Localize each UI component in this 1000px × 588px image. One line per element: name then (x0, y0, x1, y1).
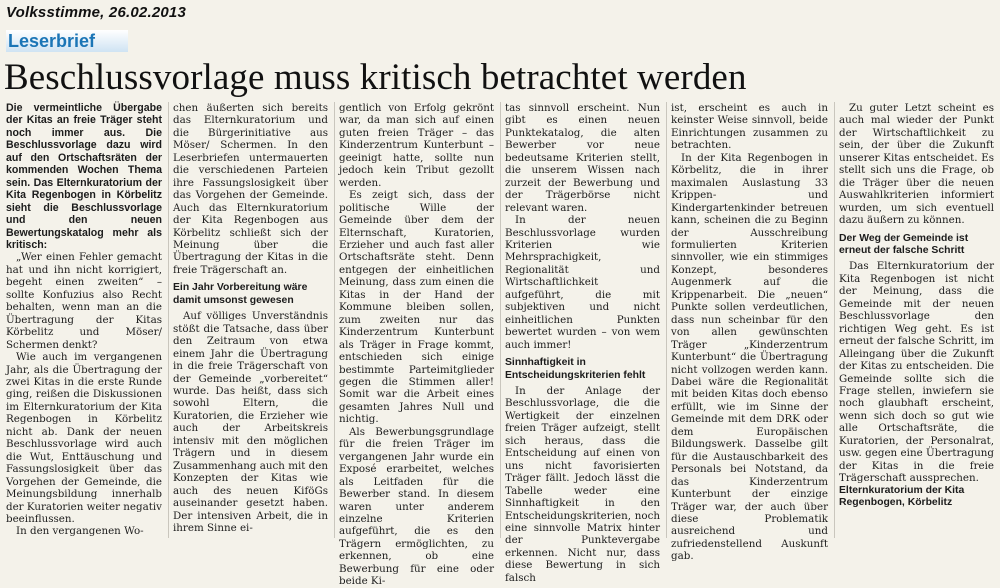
column-divider (168, 102, 169, 538)
signature: Elternkuratorium der Kita Regenbogen, Körbelitz (839, 484, 965, 509)
source-line: Volksstimme, 26.02.2013 (6, 4, 186, 21)
paragraph: Zu guter Letzt scheint es auch mal wieder der Punkt der Wirtschaftlichkeit zu sein, der über die Zukunft unserer Kitas entscheidet. Es stellt sich uns die Frage, ob die Träger über die neuen Auswahlkriterien informiert wurden, um sich eventuell dazu äußern zu können. (839, 102, 994, 227)
page-title: Beschlussvorlage muss kritisch betrachtet werden (4, 57, 747, 98)
rubric-label: Leserbrief (6, 30, 128, 52)
article-column-2 (173, 102, 328, 538)
paragraph: In der Kita Regenbogen in Körbelitz, die in ihrer maximalen Auslastung 33 Krippen- und Kindergartenkinder betreuen kann, scheinen die zu Beginn der Ausschreibung formulierten Kriterien sinnvoller, wie ein stimmiges Konzept, besonderes Augenmerk auf die Krippenarbeit. Die „neuen“ Punkte sollen verdeutlichen, dass nun scheinbar für den von allen gewünschten Träger „Kinderzentrum Kunterbunt“ die Übertragung nicht vollzogen werden kann. Dabei wäre die Regionalität mit beiden Kitas doch ebenso erfüllt, wie im Sinne der Gemeinde mit dem DRK oder dem Europäischen Bildungswerk. Dasselbe gilt für die Austauschbarkeit des Personals bei Notstand, da das Kinderzentrum Kunterbunt der einzige Träger war, der auch über diese Problematik ausreichend und zufriedenstellend Auskunft gab. (671, 151, 828, 563)
subheading: Sinnhaftigkeit in Entscheidungskriterien fehlt (505, 357, 646, 381)
subheading: Der Weg der Gemeinde ist erneut der falsche Schritt (839, 232, 969, 256)
paragraph: In den vergangenen Wo- (16, 525, 144, 538)
paragraph: Das Elternkuratorium der Kita Regenbogen ist nicht der Meinung, dass die Gemeinde mit der neuen Beschlussvorlage den richtigen Weg geht. Es ist erneut der falsche Schritt, im Alleingang über die Zukunft der Kitas zu entscheiden. Die Gemeinde sollte sich die Frage stellen, inwiefern sie noch glaubhaft erscheint, wenn sich doch so gut wie alle Ortschaftsräte, die Kuratorien, der Personalrat, usw. gegen eine Übertragung der Kitas in die freie Trägerschaft aussprechen. (839, 260, 994, 485)
paragraph: In der neuen Beschlussvorlage wurden Kriterien wie Mehrsprachigkeit, Regionalität und Wirtschaftlichkeit aufgeführt, die mit subjektiven und nicht einheitlichen Punkten bewertet wurden – von wem auch immer! (505, 214, 660, 351)
paragraph: Als Bewerbungsgrundlage für die freien Träger im vergangenen Jahr wurde ein Exposé erarbeitet, welches als Leitfaden für die Bewerber stand. In diesem waren unter anderem einzelne Kriterien aufgeführt, die es den Trägern ermöglichten, zu erkennen, ob eine Bewerbung für eine oder beide Ki- (339, 425, 494, 588)
column-divider (500, 102, 501, 538)
paragraph: gentlich von Erfolg gekrönt war, da man sich auf einen guten freien Träger – das Kinderzentrum Kunterbunt – geeinigt hatte, sollte nun jedoch kein Tribut gezollt werden. (339, 102, 494, 189)
column-divider (834, 102, 835, 538)
article-column-5 (671, 102, 828, 563)
subheading: Ein Jahr Vorbereitung wäre damit umsonst gewesen (173, 282, 308, 306)
paragraph: ist, erscheint es auch in keinster Weise sinnvoll, beide Einrichtungen zusammen zu betrachten. (671, 102, 828, 152)
article-column-3 (339, 102, 494, 588)
paragraph: „Wer einen Fehler gemacht hat und ihn nicht korrigiert, begeht einen zweiten“ – sollte Konfuzius also Recht behalten, wenn man an die Übertragung der Kitas Körbelitz und Möser/ Schermen denkt? (6, 251, 162, 351)
paragraph: chen äußerten sich bereits das Elternkuratorium und die Bürgerinitiative aus Möser/ Schermen. In den Leserbriefen untermauerten die verschiedenen Parteien ihre Fassungslosigkeit über das Vorgehen der Gemeinde. Auch das Elternkuratorium der Kita Regenbogen aus Körbelitz schließt sich der Meinung über die Übertragung der Kitas in die freie Trägerschaft an. (173, 102, 328, 276)
paragraph: Wie auch im vergangenen Jahr, als die Übertragung der zwei Kitas in die erste Runde ging, reißen die Diskussionen im Elternkuratorium der Kita Regenbogen in Körbelitz nicht ab. Dank der neuen Beschlussvorlage wird auch die Wut, Enttäuschung und Fassungslosigkeit über das Vorgehen der Gemeinde, die Meinungsbildung innerhalb der Kuratorien weiter negativ beeinflussen. (6, 351, 162, 525)
paragraph: Auf völliges Unverständnis stößt die Tatsache, dass über den Zeitraum von etwa einem Jahr die Übertragung in die freie Trägerschaft von der Gemeinde „vorbereitet“ wurde. Das heißt, dass sich sowohl Eltern, die Kuratorien, die Erzieher wie auch der Arbeitskreis intensiv mit den möglichen Trägern und in diesem Zusammenhang auch mit den Konzepten der Kitas wie auch des neuen KiföGs auseinander gesetzt haben. Der intensiven Arbeit, die in ihrem Sinne ei- (173, 310, 328, 534)
article-column-1 (6, 102, 162, 538)
column-divider (666, 102, 667, 538)
article-column-4 (505, 102, 660, 584)
article-column-6 (839, 102, 994, 538)
paragraph: In der Anlage der Beschlussvorlage, die die Wertigkeit der einzelnen freien Träger aufzeigt, stellt sich heraus, dass die Entscheidung auf einen von uns nicht favorisierten Träger fällt. Jedoch lässt die Tabelle weder eine Sinnhaftigkeit in den Entscheidungskriterien, noch eine sinnvolle Matrix hinter der Punktevergabe erkennen. Nicht nur, dass diese Bewertung in sich falsch (505, 384, 660, 584)
paragraph: tas sinnvoll erscheint. Nun gibt es einen neuen Punktekatalog, die alten Bewerber vor neue bedeutsame Kriterien stellt, die unserem Wissen nach zurzeit der Bewerbung und der Trägerbörse nicht relevant waren. (505, 102, 660, 214)
article-lead: Die vermeintliche Übergabe der Kitas an freie Träger steht noch immer aus. Die Beschlussvorlage dazu wird auf den Ortschaftsräten der kommenden Wochen Thema sein. Das Elternkuratorium der Kita Regenbogen in Körbelitz sieht die Beschlussvorlage und den neuen Bewertungskatalog mehr als kritisch: (6, 102, 162, 251)
paragraph: Es zeigt sich, dass der politische Wille der Gemeinde über dem der Elternschaft, Kuratorien, Erzieher und auch fast aller Ortschaftsräte steht. Denn entgegen der einheitlichen Meinung, dass zum einen die Kitas in der Hand der Kommune bleiben sollen, zum zweiten nur das Kinderzentrum Kunterbunt als Träger in Frage kommt, entschieden sich einige bestimmte Parteimitglieder gegen die Stimmen aller! Somit war die Arbeit eines gesamten Jahres Null und nichtig. (339, 189, 494, 426)
column-divider (334, 102, 335, 538)
